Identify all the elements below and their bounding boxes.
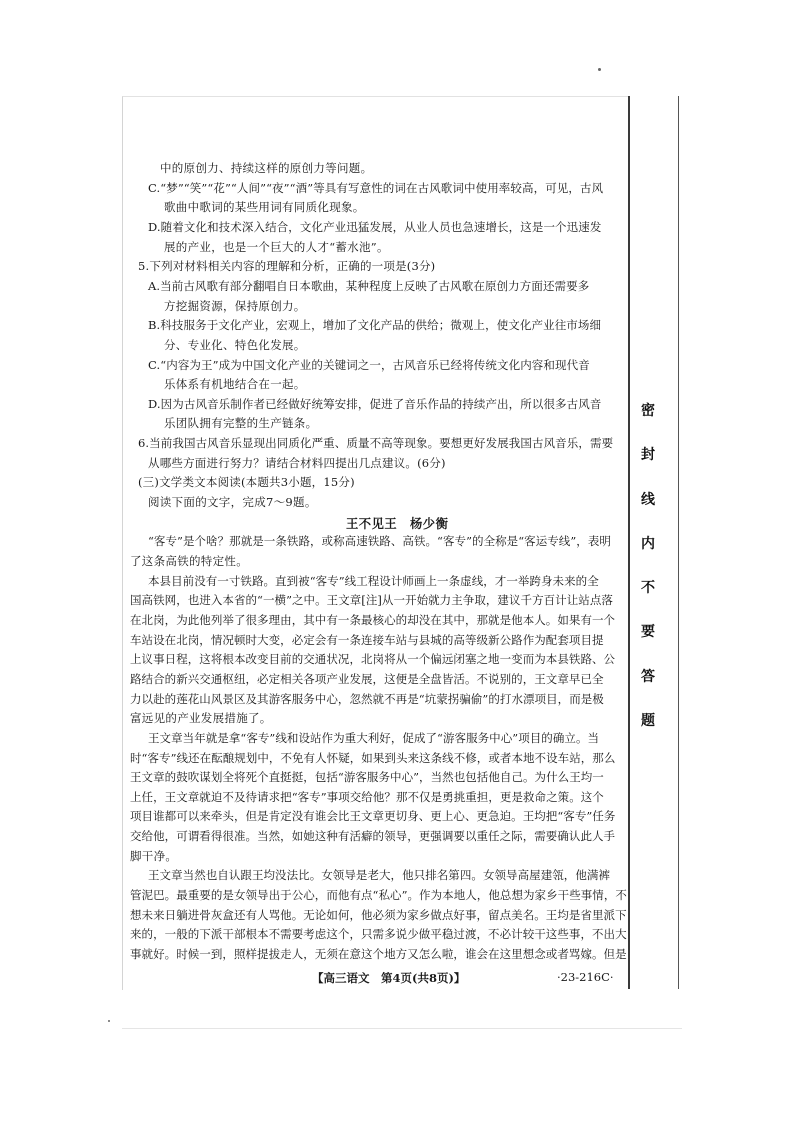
seal-notice-char: 要 bbox=[641, 624, 655, 641]
text-line: 阅读下面的文字，完成7～9题。 bbox=[148, 495, 317, 509]
seal-line-notice bbox=[636, 400, 660, 730]
scan-edge bbox=[122, 1028, 682, 1029]
text-line: 脚干净。 bbox=[130, 849, 178, 863]
text-line: D.随着文化和技术深入结合，文化产业迅猛发展，从业人员也急速增长，这是一个迅速发 bbox=[148, 220, 602, 234]
text-line: 从哪些方面进行努力？请结合材料四提出几点建议。(6分) bbox=[148, 456, 446, 470]
text-line: 展的产业，也是一个巨大的人才“蓄水池”。 bbox=[164, 240, 389, 254]
paper-code: ·23-216C· bbox=[557, 970, 614, 984]
text-line: 乐体系有机地结合在一起。 bbox=[164, 377, 306, 391]
passage-title: 王不见王 杨少衡 bbox=[346, 516, 449, 531]
text-line: 在北岗，为此他列举了很多理由，其中有一条最核心的却没在其中，那就是他本人。如果有一个 bbox=[130, 613, 616, 627]
text-line: 国高铁网，也进入本省的“一横”之中。王文章[注]从一开始就力主争取，建议千方百计让站点落 bbox=[130, 593, 613, 607]
seal-notice-char: 题 bbox=[641, 712, 655, 729]
text-line: 了这条高铁的特定性。 bbox=[130, 554, 248, 568]
text-line: 交给他，可谓看得很准。当然，如她这种有活癖的领导，更强调要以重任之际，需要确认此人手 bbox=[130, 829, 616, 843]
scan-speck bbox=[598, 68, 601, 71]
text-line: 歌曲中歌词的某些用词有同质化现象。 bbox=[164, 200, 365, 214]
text-line: 本县目前没有一寸铁路。直到被“客专”线工程设计师画上一条虚线，才一举跨身未来的全 bbox=[148, 574, 599, 588]
seal-notice-char: 不 bbox=[641, 580, 655, 597]
text-line: B.科技服务于文化产业，宏观上，增加了文化产品的供给；微观上，使文化产业往市场细 bbox=[148, 318, 602, 332]
text-line: 上任，王文章就迫不及待请求把“客专”事项交给他？那不仅是勇挑重担，更是救命之策。这个 bbox=[130, 790, 604, 804]
text-line: 乐团队拥有完整的生产链条。 bbox=[164, 416, 318, 430]
text-line: 车站设在北岗，情况顿时大变，必定会有一条连接车站与县城的高等级新公路作为配套项目提 bbox=[130, 633, 604, 647]
text-line: 6.当前我国古风音乐显现出同质化严重、质量不高等现象。要想更好发展我国古风音乐，需要 bbox=[138, 436, 614, 450]
text-line: C.“内容为王”成为中国文化产业的关键词之一，古风音乐已经将传统文化内容和现代音 bbox=[148, 358, 590, 372]
text-line: 方挖掘资源，保持原创力。 bbox=[164, 299, 306, 313]
text-line: 5.下列对材料相关内容的理解和分析，正确的一项是(3分) bbox=[138, 259, 436, 273]
text-line: 来的，一般的下派干部根本不需要考虑这个，只需多说少做平稳过渡，不必计较干这些事，不出大 bbox=[130, 927, 627, 941]
text-line: 王文章当年就是拿“客专”线和设站作为重大利好，促成了“游客服务中心”项目的确立。当 bbox=[148, 731, 600, 745]
text-line: C.“梦”“笑”“花”“人间”“夜”“酒”等具有写意性的词在古风歌词中使用率较高，可见，古风 bbox=[148, 181, 604, 195]
seal-notice-char: 内 bbox=[641, 535, 655, 552]
text-line: 王文章当然也自认跟王均没法比。女领导是老大，他只排名第四。女领导高屋建瓴，他满裤 bbox=[148, 868, 610, 882]
text-line: D.因为古风音乐制作者已经做好统筹安排，促进了音乐作品的持续产出，所以很多古风音 bbox=[148, 397, 602, 411]
text-line: 上议事日程，这将根本改变目前的交通状况，北岗将从一个偏远闭塞之地一变而为本县铁路、公 bbox=[130, 652, 616, 666]
text-line: 中的原创力、持续这样的原创力等问题。 bbox=[160, 161, 373, 175]
seal-notice-char: 封 bbox=[641, 447, 655, 464]
text-line: (三)文学类文本阅读(本题共3小题，15分) bbox=[138, 475, 355, 489]
text-line: 事就好。时候一到，照样提拔走人，无须在意这个地方又怎么啦，谁会在这里想念或者骂嫁。但是 bbox=[130, 947, 627, 961]
text-line: 想未来日躺进骨灰盒还有人骂他。无论如何，他必须为家乡做点好事，留点美名。王均是省里派下 bbox=[130, 908, 627, 922]
text-line: 路结合的新兴交通枢纽，必定相关各项产业发展，这便是全盘皆活。不说别的，王文章早已全 bbox=[130, 672, 604, 686]
seal-notice-char: 答 bbox=[641, 668, 655, 685]
text-line: 力以赴的莲花山风景区及其游客服务中心，忽然就不再是“坑蒙拐骗偷”的打水漂项目，而是极 bbox=[130, 692, 604, 706]
seal-notice-char: 密 bbox=[641, 403, 655, 419]
text-line: A.当前古风歌有部分翻唱自日本歌曲，某种程度上反映了古风歌在原创力方面还需要多 bbox=[148, 279, 590, 293]
text-line: 分、专业化、特色化发展。 bbox=[164, 338, 306, 352]
seal-notice-char: 线 bbox=[641, 491, 655, 508]
text-line: 富远见的产业发展措施了。 bbox=[130, 711, 272, 725]
text-line: 时“客专”线还在酝酿规划中，不免有人怀疑，如果到头来这条线不修，或者本地不设车站，那么 bbox=[130, 751, 616, 765]
text-line: 管泥巴。最重要的是女领导出于公心，而他有点“私心”。作为本地人，他总想为家乡干些事情，不 bbox=[130, 888, 627, 902]
text-line: 项目谁都可以来牵头，但是肯定没有谁会比王文章更切身、更上心、更急迫。王均把“客专”任务 bbox=[130, 809, 616, 823]
text-line: “客专”是个啥？那就是一条铁路，或称高速铁路、高铁。“客专”的全称是“客运专线”，表明 bbox=[148, 534, 611, 548]
scan-speck bbox=[108, 1020, 110, 1022]
text-line: 王文章的鼓吹谋划全将死个直挺挺，包括“游客服务中心”，当然也包括他自己。为什么王均一 bbox=[130, 770, 604, 784]
page-footer-label: 【高三语文 第4页(共8页)】 bbox=[312, 971, 466, 985]
